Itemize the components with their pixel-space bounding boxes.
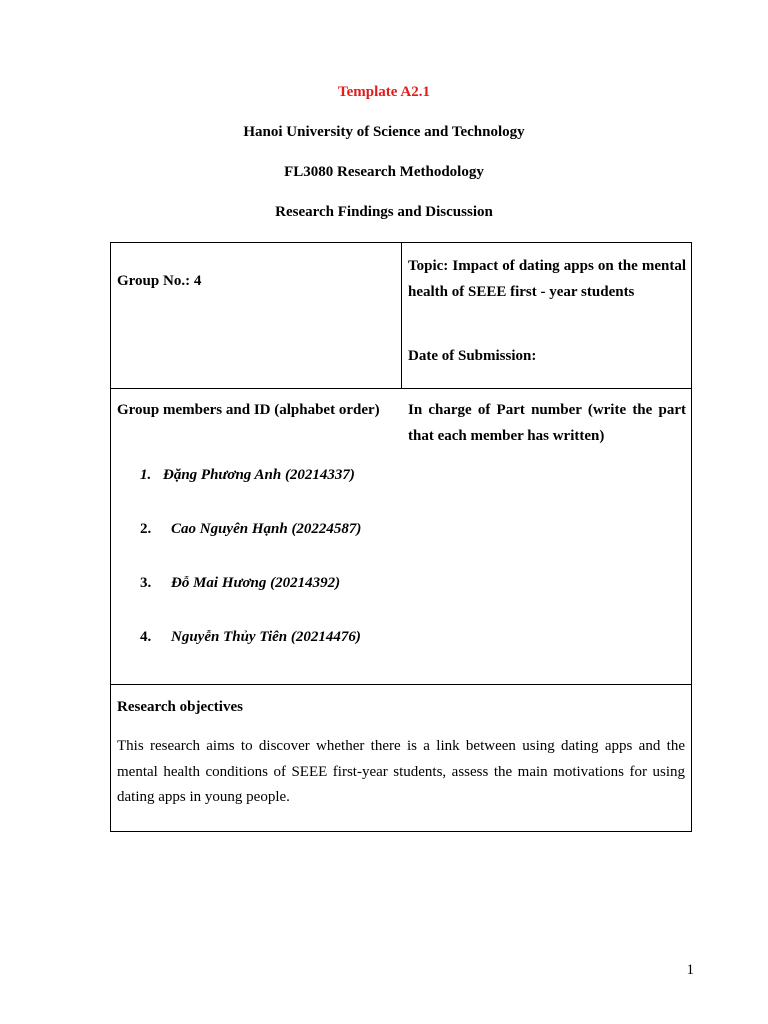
date-of-submission: Date of Submission:: [408, 348, 537, 364]
objectives-text: This research aims to discover whether there is a link between using dating apps and the mental health conditions of SEEE first-year students, assess the main motivations for using dating apps in young people.: [117, 738, 685, 805]
column-divider: [401, 243, 402, 388]
member-number: 3.: [140, 575, 152, 591]
page-number: 1: [686, 962, 694, 978]
member-name: Đỗ Mai Hương (20214392): [171, 575, 341, 591]
course-title: FL3080 Research Methodology: [284, 164, 484, 180]
university-name: Hanoi University of Science and Technology: [243, 124, 525, 140]
member-name: Nguyễn Thủy Tiên (20214476): [171, 629, 361, 645]
row-divider-2: [111, 684, 691, 685]
topic: Topic: Impact of dating apps on the mental health of SEEE first - year students: [408, 258, 686, 300]
member-number: 4.: [140, 629, 152, 645]
template-label: Template A2.1: [338, 84, 430, 100]
member-item: [140, 519, 361, 539]
info-table: [110, 242, 692, 832]
member-item: [140, 465, 355, 485]
member-number: 2.: [140, 521, 152, 537]
member-name: Cao Nguyên Hạnh (20224587): [171, 521, 362, 537]
objectives-heading: Research objectives: [117, 699, 243, 715]
member-name: Đặng Phương Anh (20214337): [163, 467, 355, 483]
member-item: [140, 627, 361, 647]
members-heading: Group members and ID (alphabet order): [117, 402, 380, 418]
group-number: Group No.: 4: [117, 273, 202, 289]
in-charge-heading: In charge of Part number (write the part that each member has written): [408, 402, 686, 444]
member-number: 1.: [140, 467, 152, 483]
member-item: [140, 573, 340, 593]
document-title: Research Findings and Discussion: [275, 204, 493, 220]
row-divider-1: [111, 388, 691, 389]
